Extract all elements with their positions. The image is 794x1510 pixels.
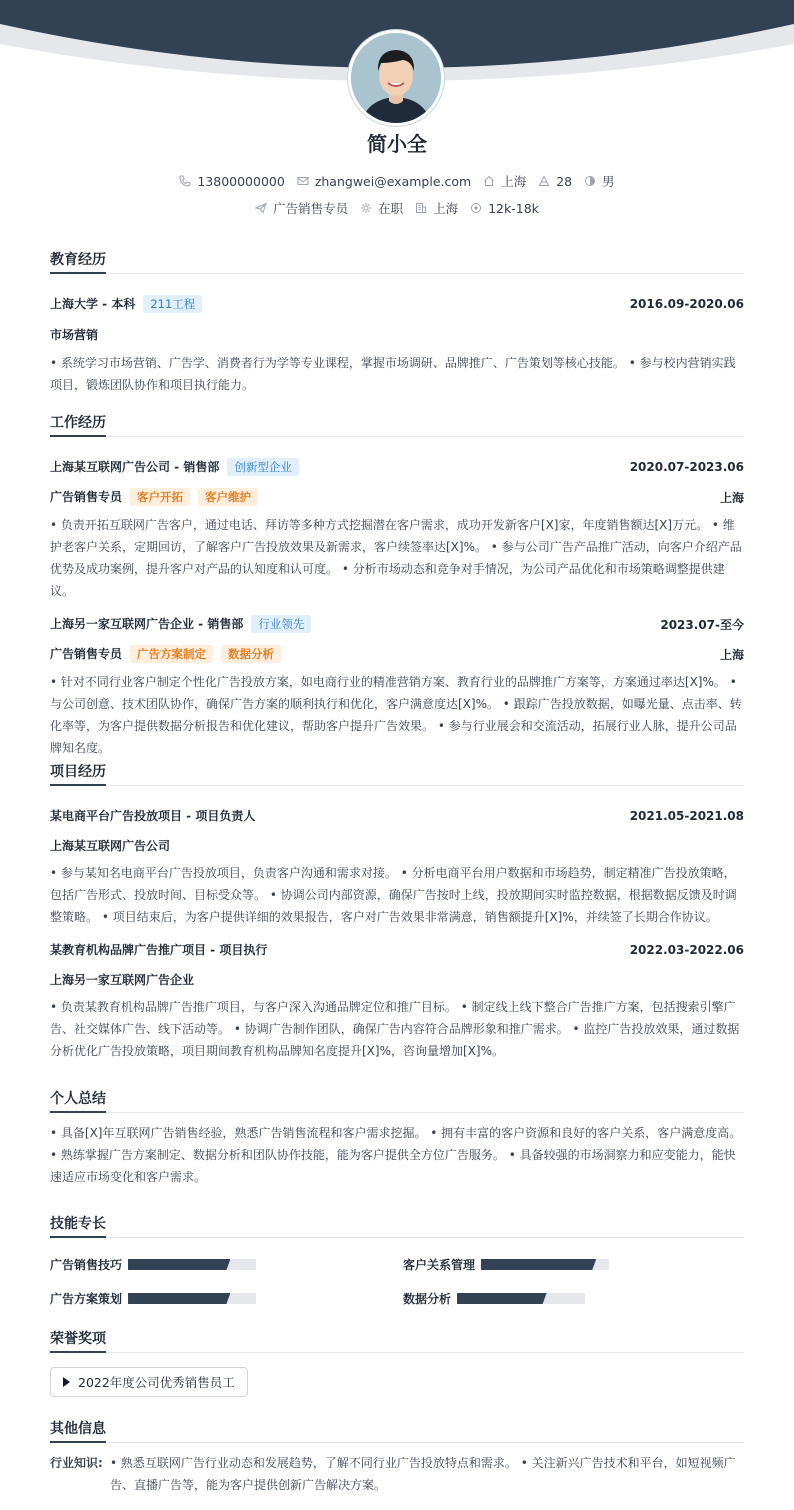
skill-item bbox=[50, 1290, 256, 1307]
skill-bar bbox=[457, 1293, 585, 1304]
work-city: 上海 bbox=[719, 647, 744, 662]
city-text: 上海 bbox=[501, 174, 527, 189]
award-item[interactable] bbox=[50, 1367, 248, 1397]
skill-bar-fill bbox=[481, 1259, 596, 1270]
skill-tag: 数据分析 bbox=[221, 645, 281, 663]
contact-row bbox=[0, 172, 794, 190]
work-date: 2020.07-2023.06 bbox=[629, 460, 744, 474]
skill-bar bbox=[481, 1259, 609, 1270]
work-role: 广告销售专员 bbox=[50, 647, 123, 661]
other-label: 行业知识: bbox=[50, 1456, 103, 1470]
projects-section bbox=[50, 761, 744, 1062]
company-tag: 行业领先 bbox=[251, 615, 311, 633]
skill-tag: 客户维护 bbox=[198, 488, 258, 506]
summary-section bbox=[50, 1088, 744, 1188]
work-role-row bbox=[50, 488, 744, 506]
education-major: 市场营销 bbox=[50, 328, 99, 342]
skills-section bbox=[50, 1213, 744, 1238]
target-city-item bbox=[415, 199, 458, 217]
school-tag: 211工程 bbox=[143, 295, 202, 313]
awards-section bbox=[50, 1328, 744, 1353]
salary-text: 12k-18k bbox=[488, 200, 539, 216]
company-tag: 创新型企业 bbox=[227, 458, 299, 476]
other-section bbox=[50, 1418, 744, 1496]
school-name: 上海大学 - 本科 bbox=[50, 297, 136, 311]
section-title: 工作经历 bbox=[50, 412, 744, 437]
age-icon bbox=[538, 175, 550, 187]
work-company: 上海某互联网广告公司 - 销售部 bbox=[50, 460, 220, 474]
candidate-name: 简小全 bbox=[367, 132, 427, 156]
home-icon bbox=[483, 175, 495, 187]
work-company: 上海另一家互联网广告企业 - 销售部 bbox=[50, 617, 244, 631]
work-city: 上海 bbox=[719, 490, 744, 505]
triangle-right-icon bbox=[63, 1377, 70, 1387]
education-desc: • 系统学习市场营销、广告学、消费者行为学等专业课程，掌握市场调研、品牌推广、广告策划等核心技能。 • 参与校内营销实践项目，锻炼团队协作和项目执行能力。 bbox=[50, 356, 736, 392]
email-item bbox=[297, 174, 471, 189]
skill-bar bbox=[128, 1259, 256, 1270]
section-title: 教育经历 bbox=[50, 249, 744, 274]
education-header bbox=[50, 295, 744, 313]
work-role: 广告销售专员 bbox=[50, 490, 123, 504]
email-text: zhangwei@example.com bbox=[314, 173, 472, 189]
project-desc: • 参与某知名电商平台广告投放项目，负责客户沟通和需求对接。 • 分析电商平台用户数据和市场趋势，制定精准广告投放策略，包括广告形式、投放时间、目标受众等。 • 协调公司内部资源，确保广告按时上线，投放期间实时监控数据，根据数据反馈及时调整策略。 • 项目结束后，为客户提供详细的效果报告，客户对广告效果非常满意，销售额提升[X]%，并续签了长期合作协议。 bbox=[50, 866, 737, 924]
gender-item bbox=[584, 172, 615, 190]
age-text: 28 bbox=[556, 173, 573, 189]
work-item-header bbox=[50, 615, 744, 633]
work-section bbox=[50, 412, 744, 759]
skill-tag: 客户开拓 bbox=[130, 488, 190, 506]
status-item bbox=[360, 199, 403, 217]
project-company: 上海另一家互联网广告企业 bbox=[50, 973, 195, 987]
project-title: 某教育机构品牌广告推广项目 - 项目执行 bbox=[50, 943, 268, 957]
target-icon bbox=[470, 202, 482, 214]
section-title: 其他信息 bbox=[50, 1418, 744, 1443]
phone-item bbox=[179, 174, 284, 189]
gender-text: 男 bbox=[602, 174, 615, 189]
project-date: 2022.03-2022.06 bbox=[629, 942, 744, 957]
city-item bbox=[483, 172, 526, 190]
other-text: • 熟悉互联网广告行业动态和发展趋势，了解不同行业广告投放特点和需求。 • 关注新兴广告技术和平台，如短视频广告、直播广告等，能为客户提供创新广告解决方案。 bbox=[110, 1456, 736, 1492]
other-row bbox=[50, 1452, 744, 1496]
skill-name: 数据分析 bbox=[403, 1292, 452, 1306]
project-date: 2021.05-2021.08 bbox=[629, 808, 744, 823]
work-desc: • 负责开拓互联网广告客户，通过电话、拜访等多种方式挖掘潜在客户需求，成功开发新客户[X]家，年度销售额达[X]万元。 • 维护老客户关系，定期回访，了解客户广告投放效果及新需求，客户续签率达[X]%。 • 参与公司广告产品推广活动，向客户介绍产品优势及成功案例，提升客户对产品的认知度和认可度。 • 分析市场动态和竞争对手情况，为公司产品优化和市场策略调整提供建议。 bbox=[50, 518, 742, 598]
project-header bbox=[50, 941, 744, 958]
summary-text: • 具备[X]年互联网广告销售经验，熟悉广告销售流程和客户需求挖掘。 • 拥有丰富的客户资源和良好的客户关系，客户满意度高。 • 熟练掌握广告方案制定、数据分析和团队协作技能，能为客户提供全方位广告服务。 • 具备较强的市场洞察力和应变能力，能快速适应市场变化和客户需求。 bbox=[50, 1126, 742, 1184]
project-company: 上海某互联网广告公司 bbox=[50, 839, 171, 853]
phone-icon bbox=[179, 175, 191, 187]
skill-tag: 广告方案制定 bbox=[130, 645, 213, 663]
settings-icon bbox=[360, 202, 372, 214]
gender-icon bbox=[584, 175, 596, 187]
project-title: 某电商平台广告投放项目 - 项目负责人 bbox=[50, 809, 256, 823]
skill-name: 客户关系管理 bbox=[403, 1258, 476, 1272]
education-school-line bbox=[50, 295, 202, 313]
section-title: 项目经历 bbox=[50, 761, 744, 786]
award-text: 2022年度公司优秀销售员工 bbox=[78, 1375, 235, 1390]
building-icon bbox=[415, 202, 427, 214]
section-title: 技能专长 bbox=[50, 1213, 744, 1238]
avatar bbox=[348, 30, 444, 126]
work-desc: • 针对不同行业客户制定个性化广告投放方案，如电商行业的精准营销方案、教育行业的品牌推广方案等，方案通过率达[X]%。 • 与公司创意、技术团队协作，确保广告方案的顺利执行和优化，客户满意度达[X]%。 • 跟踪广告投放数据，如曝光量、点击率、转化率等，为客户提供数据分析报告和优化建议，帮助客户提升广告效果。 • 参与行业展会和交流活动，拓展行业人脉，提升公司品牌知名度。 bbox=[50, 675, 742, 755]
job-intent-row bbox=[0, 199, 794, 217]
skill-name: 广告销售技巧 bbox=[50, 1258, 123, 1272]
position-text: 广告销售专员 bbox=[273, 201, 349, 216]
skill-item bbox=[403, 1256, 609, 1273]
skill-name: 广告方案策划 bbox=[50, 1292, 123, 1306]
status-text: 在职 bbox=[378, 201, 404, 216]
work-date: 2023.07-至今 bbox=[660, 617, 744, 632]
mail-icon bbox=[297, 175, 309, 187]
skill-bar-fill bbox=[128, 1293, 230, 1304]
age-item bbox=[538, 174, 572, 189]
send-icon bbox=[255, 202, 267, 214]
phone-text: 13800000000 bbox=[197, 173, 285, 189]
education-date: 2016.09-2020.06 bbox=[629, 297, 744, 311]
project-desc: • 负责某教育机构品牌广告推广项目，与客户深入沟通品牌定位和推广目标。 • 制定线上线下整合广告推广方案，包括搜索引擎广告、社交媒体广告、线下活动等。 • 协调广告制作团队，确保广告内容符合品牌形象和推广需求。 • 监控广告投放效果，通过数据分析优化广告投放策略，项目期间教育机构品牌知名度提升[X]%，咨询量增加[X]%。 bbox=[50, 1000, 740, 1058]
salary-item bbox=[470, 201, 539, 216]
work-role-row bbox=[50, 645, 744, 663]
education-section bbox=[50, 249, 744, 396]
skill-item bbox=[50, 1256, 256, 1273]
skill-bar-fill bbox=[457, 1293, 547, 1304]
skill-bar-fill bbox=[128, 1259, 230, 1270]
section-title: 荣誉奖项 bbox=[50, 1328, 744, 1353]
skill-bar bbox=[128, 1293, 256, 1304]
target-city-text: 上海 bbox=[433, 201, 459, 216]
position-item bbox=[255, 199, 348, 217]
skill-item bbox=[403, 1290, 585, 1307]
project-header bbox=[50, 807, 744, 824]
work-item-header bbox=[50, 458, 744, 476]
section-title: 个人总结 bbox=[50, 1088, 744, 1113]
